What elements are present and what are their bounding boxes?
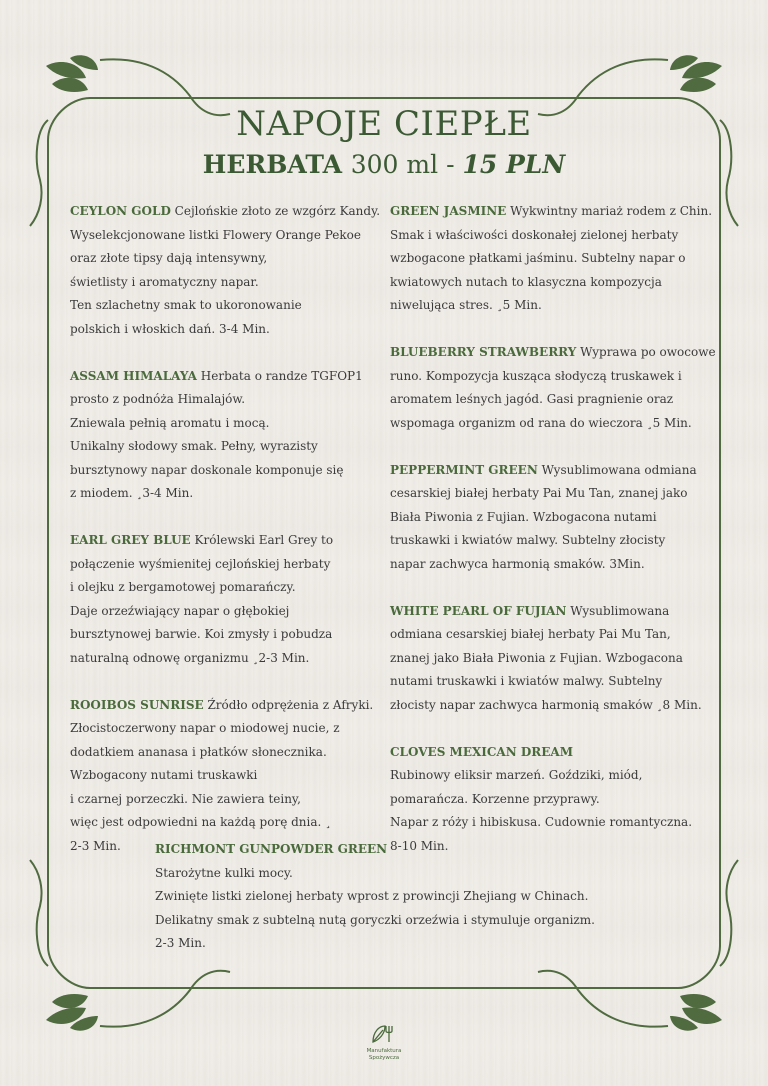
menu-item <box>70 200 382 341</box>
menu-item <box>390 341 720 435</box>
menu-item-name: EARL GREY BLUE <box>70 533 191 547</box>
menu-item <box>70 529 382 670</box>
menu-item-name: RICHMONT GUNPOWDER GREEN <box>155 842 388 856</box>
menu-item-desc-line: połączenie wyśmienitej cejlońskiej herbaty <box>70 556 331 571</box>
menu-item-desc-line: runo. Kompozycja kusząca słodyczą truskawek i <box>390 368 682 383</box>
menu-item-desc-line: Smak i właściwości doskonałej zielonej herbaty <box>390 227 679 242</box>
menu-item-desc-line: oraz złote tipsy dają intensywny, <box>70 251 268 265</box>
logo-text-line2: Spożywcza <box>368 1055 400 1061</box>
menu-item-desc-line: z miodem. ¸3-4 Min. <box>70 486 194 500</box>
menu-item <box>70 694 382 859</box>
menu-item-first-line <box>390 341 720 365</box>
right-menu-column <box>390 200 720 882</box>
menu-item-name: GREEN JASMINE <box>390 204 507 218</box>
menu-item <box>390 459 720 577</box>
menu-item-desc-line: nutami truskawki i kwiatów malwy. Subtelny <box>390 674 663 688</box>
menu-item-desc-line: truskawki i kwiatów malwy. Subtelny złocisty <box>390 533 666 547</box>
menu-item-desc-line: bursztynowej barwie. Koi zmysły i pobudza <box>70 627 333 641</box>
menu-item-first-line <box>390 200 720 224</box>
menu-item-desc-line: Biała Piwonia z Fujian. Wzbogacona nutami <box>390 509 657 524</box>
menu-item-desc-line: Wyselekcjonowane listki Flowery Orange Pekoe <box>70 227 361 242</box>
menu-item-name: ROOIBOS SUNRISE <box>70 697 204 712</box>
subtitle-category: HERBATA <box>202 150 343 179</box>
leaf-ornament-top-right <box>670 55 722 92</box>
menu-item-desc-line: Daje orzeźwiający napar o głębokiej <box>70 603 290 618</box>
menu-item-richmont-gunpowder-green <box>155 838 675 956</box>
page-title: NAPOJE CIEPŁE <box>236 104 532 144</box>
menu-item-desc-line: 2-3 Min. <box>70 838 121 853</box>
leaf-ornament-top-left <box>46 55 98 92</box>
menu-item-desc-line: 2-3 Min. <box>155 936 206 950</box>
menu-item-desc-line: Starożytne kulki mocy. <box>155 865 293 880</box>
menu-item-desc-line: Wysublimowana <box>566 603 670 618</box>
menu-item-desc-line: kwiatowych nutach to klasyczna kompozycja <box>390 274 662 289</box>
menu-item-desc-line: Delikatny smak z subtelną nutą goryczki orzeźwia i stymuluje organizm. <box>155 912 595 927</box>
menu-item-desc-line: Królewski Earl Grey to <box>190 533 334 547</box>
menu-item-desc-line: Złocistoczerwony napar o miodowej nucie, z <box>70 721 340 735</box>
menu-item-name: CLOVES MEXICAN DREAM <box>390 744 574 759</box>
menu-item-name: CEYLON GOLD <box>70 204 171 218</box>
menu-item-first-line <box>70 529 382 553</box>
leaf-ornament-bottom-left <box>46 994 98 1031</box>
menu-item-desc-line: więc jest odpowiedni na każdą porę dnia. ¸ <box>70 815 332 829</box>
leaf-ornament-bottom-right <box>670 994 722 1031</box>
menu-item-desc-line: cesarskiej białej herbaty Pai Mu Tan, znanej jako <box>390 486 688 500</box>
menu-item <box>390 200 720 318</box>
menu-item-desc-line: Cejlońskie złoto ze wzgórz Kandy. <box>170 204 381 218</box>
brand-logo <box>354 1022 414 1062</box>
logo-text-line1: Manufaktura <box>366 1048 402 1054</box>
menu-item-first-line <box>70 365 382 389</box>
menu-item-name: PEPPERMINT GREEN <box>390 462 538 477</box>
menu-item-name: WHITE PEARL OF FUJIAN <box>390 603 567 618</box>
menu-item-desc-line: Wykwintny mariaż rodem z Chin. <box>506 204 713 218</box>
menu-item-first-line <box>390 741 720 765</box>
menu-item-desc-line: i czarnej porzeczki. Nie zawiera teiny, <box>70 791 301 806</box>
menu-item-desc-line: Unikalny słodowy smak. Pełny, wyrazisty <box>70 439 318 453</box>
menu-item-desc-line: Wysublimowana odmiana <box>537 462 697 477</box>
menu-item-desc-line: Zniewala pełnią aromatu i mocą. <box>70 415 270 430</box>
menu-item-desc-line: polskich i włoskich dań. 3-4 Min. <box>70 321 270 336</box>
menu-item-desc-line: odmiana cesarskiej białej herbaty Pai Mu Tan, <box>390 627 671 641</box>
menu-item <box>70 365 382 506</box>
menu-item-desc-line: bursztynowy napar doskonale komponuje się <box>70 462 344 477</box>
menu-item-desc-line: dodatkiem ananasa i płatków słonecznika. <box>70 744 327 759</box>
menu-item-desc-line: Napar z róży i hibiskusa. Cudownie romantyczna. <box>390 815 693 829</box>
menu-item-desc-line: niwelująca stres. ¸5 Min. <box>390 298 542 312</box>
menu-item-desc-line: wspomaga organizm od rana do wieczora ¸5 Min. <box>390 415 692 430</box>
menu-item-desc-line: świetlisty i aromatyczny napar. <box>70 274 259 289</box>
subtitle-price: 15 PLN <box>462 150 566 179</box>
menu-item-first-line <box>70 200 382 224</box>
leaf-fork-icon <box>369 1022 399 1044</box>
menu-item-desc-line: Zwinięte listki zielonej herbaty wprost z prowincji Zhejiang w Chinach. <box>155 889 589 903</box>
menu-item-first-line <box>390 459 720 483</box>
menu-item-desc-line: Rubinowy eliksir marzeń. Goździki, miód, <box>390 768 643 782</box>
menu-item-desc-line: aromatem leśnych jagód. Gasi pragnienie oraz <box>390 392 674 406</box>
menu-item-desc-line: naturalną odnowę organizmu ¸2-3 Min. <box>70 650 310 665</box>
menu-item-desc-line: 8-10 Min. <box>390 838 449 853</box>
menu-item-desc-line: pomarańcza. Korzenne przyprawy. <box>390 791 600 806</box>
subtitle-volume: 300 ml - <box>350 150 463 179</box>
menu-item-name: BLUEBERRY STRAWBERRY <box>390 345 577 359</box>
menu-item-first-line <box>390 600 720 624</box>
menu-item-desc-line: Ten szlachetny smak to ukoronowanie <box>70 298 302 312</box>
menu-item-desc-line: wzbogacone płatkami jaśminu. Subtelny napar o <box>390 251 686 265</box>
menu-item-desc-line: Wyprawa po owocowe <box>576 345 716 359</box>
menu-item-desc-line: Źródło odprężenia z Afryki. <box>203 697 374 712</box>
menu-item-desc-line: prosto z podnóża Himalajów. <box>70 392 246 406</box>
left-menu-column <box>70 200 382 882</box>
menu-item-desc-line: znanej jako Biała Piwonia z Fujian. Wzbogacona <box>390 650 683 665</box>
menu-item-first-line <box>70 694 382 718</box>
menu-item-desc-line: i olejku z bergamotowej pomarańczy. <box>70 580 296 594</box>
menu-item-desc-line: złocisty napar zachwyca harmonią smaków ¸8 Min. <box>390 697 702 712</box>
menu-item-desc-line: Herbata o randze TGFOP1 <box>196 368 363 383</box>
menu-item <box>390 600 720 718</box>
menu-item-name: ASSAM HIMALAYA <box>70 368 197 383</box>
menu-item-desc-line: Wzbogacony nutami truskawki <box>70 768 258 782</box>
menu-item-desc-line: napar zachwyca harmonią smaków. 3Min. <box>390 556 645 571</box>
page-subtitle <box>0 150 768 179</box>
